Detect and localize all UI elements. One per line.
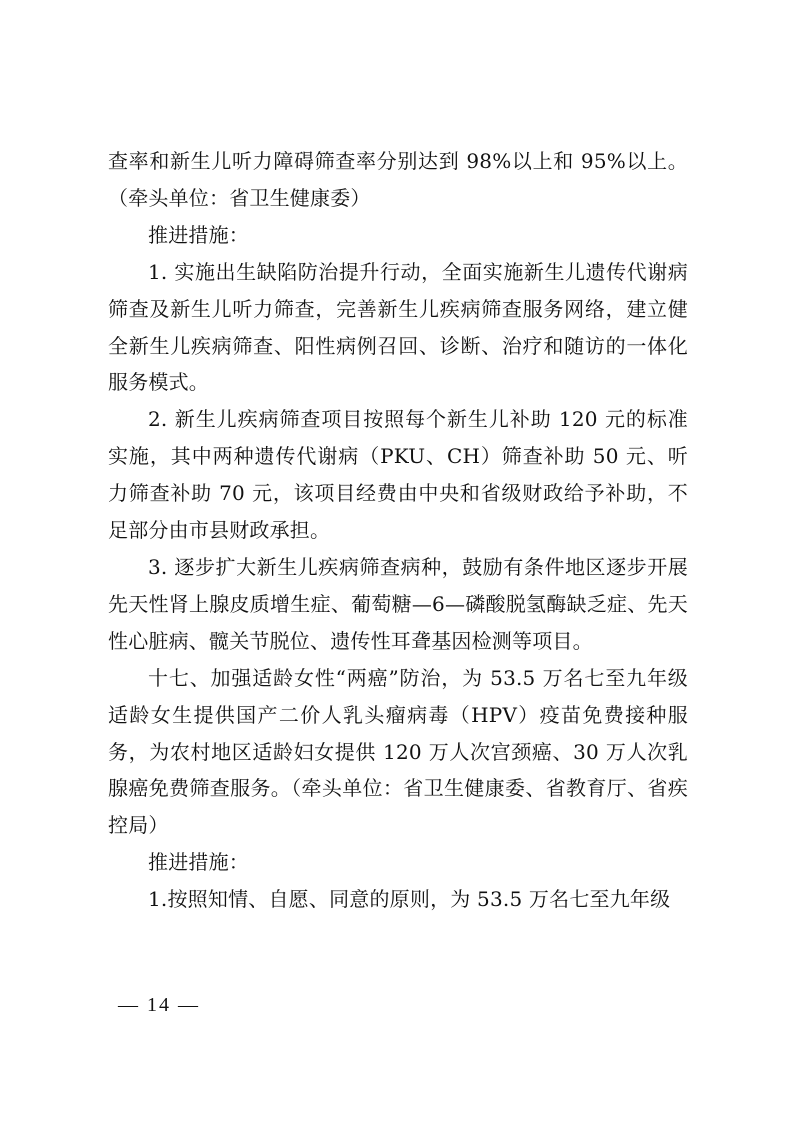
heading-measures: 推进措施：	[148, 222, 249, 247]
paragraph-item-17: 十七、加强适龄女性“两癌”防治，为 53.5 万名七至九年级适龄女生提供国产二价人乳头瘤病毒（HPV）疫苗免费接种服务，为农村地区适龄妇女提供 120 万人次宫颈癌、30 万人次乳腺癌免费筛查服务。（牵头单位：省卫生健康委、省教育厅、省疾控局）	[108, 665, 688, 838]
paragraph-measure-2: 2. 新生儿疾病筛查项目按照每个新生儿补助 120 元的标准实施，其中两种遗传代谢病（PKU、CH）筛查补助 50 元、听力筛查补助 70 元，该项目经费由中央和省级财政给予补助，不足部分由市县财政承担。	[108, 407, 688, 543]
heading-measures-2: 推进措施：	[148, 850, 249, 875]
page-number: — 14 —	[118, 994, 200, 1016]
paragraph-continuation: 查率和新生儿听力障碍筛查率分别达到 98%以上和 95%以上。（牵头单位：省卫生健康委）	[108, 149, 688, 210]
paragraph-item-17-measure-1: 1.按照知情、自愿、同意的原则，为 53.5 万名七至九年级	[148, 887, 671, 912]
paragraph-measure-3: 3. 逐步扩大新生儿疾病筛查病种，鼓励有条件地区逐步开展先天性肾上腺皮质增生症、葡萄糖—6—磷酸脱氢酶缺乏症、先天性心脏病、髋关节脱位、遗传性耳聋基因检测等项目。	[108, 554, 688, 653]
document-body	[108, 143, 688, 918]
paragraph-measure-1: 1. 实施出生缺陷防治提升行动，全面实施新生儿遗传代谢病筛查及新生儿听力筛查，完善新生儿疾病筛查服务网络，建立健全新生儿疾病筛查、阳性病例召回、诊断、治疗和随访的一体化服务模式。	[108, 259, 688, 395]
